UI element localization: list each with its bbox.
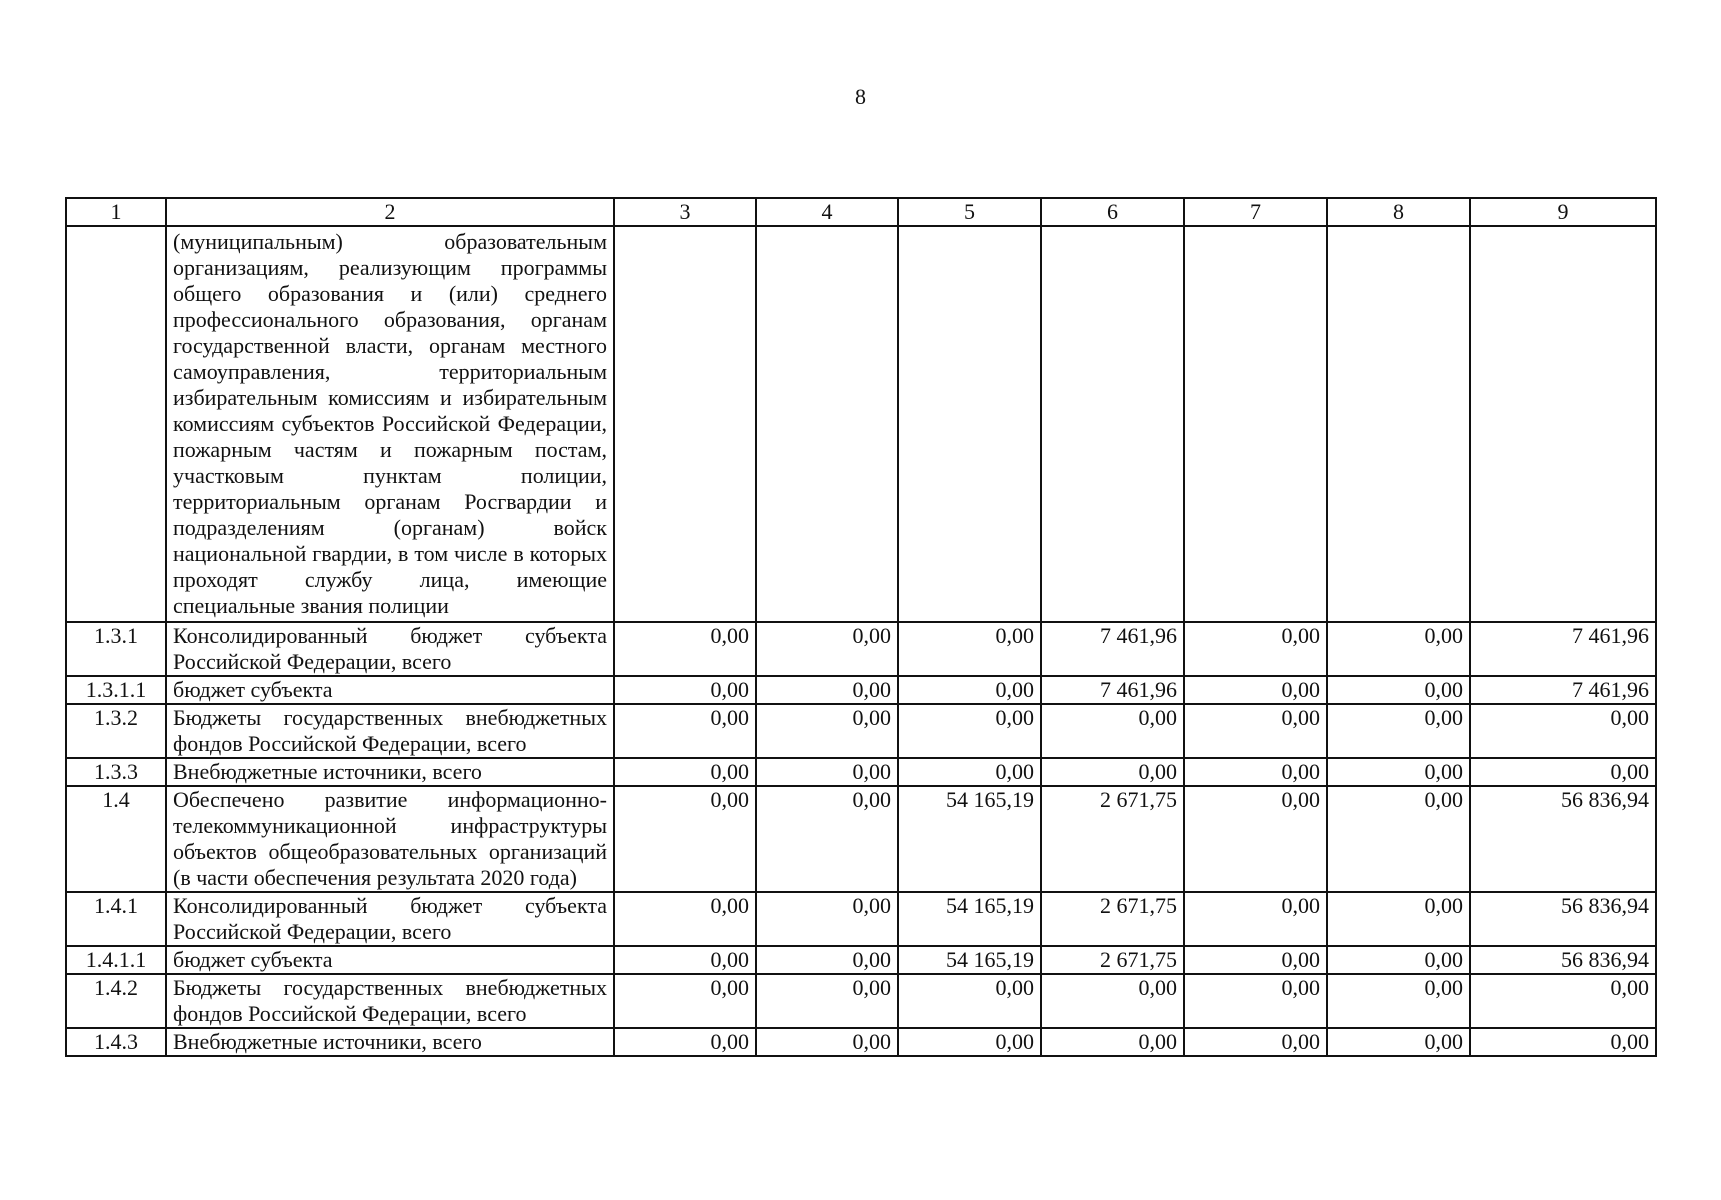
- value-cell-col-9: 56 836,94: [1470, 786, 1656, 892]
- value-cell-col-4: 0,00: [756, 704, 898, 758]
- value-cell-col-9: 7 461,96: [1470, 676, 1656, 704]
- value-cell-col-8: 0,00: [1327, 786, 1470, 892]
- value-cell-col-3: 0,00: [614, 1028, 756, 1056]
- value-cell-col-7: 0,00: [1184, 622, 1327, 676]
- row-number: 1.3.2: [66, 704, 166, 758]
- value-cell-col-3: 0,00: [614, 786, 756, 892]
- row-description: Внебюджетные источники, всего: [166, 1028, 614, 1056]
- value-cell-col-6: 0,00: [1041, 704, 1184, 758]
- value-cell-col-8: [1327, 226, 1470, 622]
- value-cell-col-6: 7 461,96: [1041, 676, 1184, 704]
- row-description: бюджет субъекта: [166, 946, 614, 974]
- value-cell-col-3: 0,00: [614, 974, 756, 1028]
- row-description: (муниципальным) образовательным организациям, реализующим программы общего образования и (или) среднего профессионального образования, органам государственной власти, органам местного самоуправления, территориальным избирательным комиссиям и избирательным комиссиям субъектов Российской Федерации, пожарным частям и пожарным постам, участковым пунктам полиции, территориальным органам Росгвардии и подразделениям (органам) войск национальной гвардии, в том числе в которых проходят службу лица, имеющие специальные звания полиции: [166, 226, 614, 622]
- table-row: [66, 892, 1656, 946]
- table-row: [66, 622, 1656, 676]
- value-cell-col-6: 0,00: [1041, 758, 1184, 786]
- table-body: [66, 226, 1656, 1056]
- row-number: 1.3.1: [66, 622, 166, 676]
- column-header-5: 5: [898, 198, 1041, 226]
- value-cell-col-6: 7 461,96: [1041, 622, 1184, 676]
- value-cell-col-4: 0,00: [756, 758, 898, 786]
- row-number: 1.4: [66, 786, 166, 892]
- value-cell-col-5: 54 165,19: [898, 946, 1041, 974]
- value-cell-col-5: 54 165,19: [898, 892, 1041, 946]
- row-description: Внебюджетные источники, всего: [166, 758, 614, 786]
- table-row: [66, 758, 1656, 786]
- value-cell-col-5: [898, 226, 1041, 622]
- value-cell-col-5: 0,00: [898, 622, 1041, 676]
- value-cell-col-3: 0,00: [614, 758, 756, 786]
- column-header-7: 7: [1184, 198, 1327, 226]
- value-cell-col-9: 0,00: [1470, 704, 1656, 758]
- row-description: Консолидированный бюджет субъекта Российской Федерации, всего: [166, 622, 614, 676]
- value-cell-col-7: 0,00: [1184, 1028, 1327, 1056]
- value-cell-col-5: 0,00: [898, 1028, 1041, 1056]
- row-description: бюджет субъекта: [166, 676, 614, 704]
- column-header-9: 9: [1470, 198, 1656, 226]
- header-row: [66, 198, 1656, 226]
- value-cell-col-5: 0,00: [898, 676, 1041, 704]
- row-description: Обеспечено развитие информационно-телекоммуникационной инфраструктуры объектов общеобразовательных организаций (в части обеспечения результата 2020 года): [166, 786, 614, 892]
- row-number: 1.4.3: [66, 1028, 166, 1056]
- row-number: 1.3.1.1: [66, 676, 166, 704]
- value-cell-col-7: 0,00: [1184, 974, 1327, 1028]
- value-cell-col-5: 0,00: [898, 974, 1041, 1028]
- value-cell-col-3: 0,00: [614, 946, 756, 974]
- value-cell-col-9: 7 461,96: [1470, 622, 1656, 676]
- value-cell-col-7: 0,00: [1184, 892, 1327, 946]
- column-header-8: 8: [1327, 198, 1470, 226]
- value-cell-col-5: 0,00: [898, 758, 1041, 786]
- value-cell-col-3: 0,00: [614, 892, 756, 946]
- value-cell-col-6: [1041, 226, 1184, 622]
- value-cell-col-4: 0,00: [756, 622, 898, 676]
- value-cell-col-4: 0,00: [756, 946, 898, 974]
- row-number: 1.4.1.1: [66, 946, 166, 974]
- value-cell-col-3: 0,00: [614, 704, 756, 758]
- value-cell-col-7: 0,00: [1184, 676, 1327, 704]
- row-number: 1.4.1: [66, 892, 166, 946]
- value-cell-col-5: 54 165,19: [898, 786, 1041, 892]
- column-header-1: 1: [66, 198, 166, 226]
- value-cell-col-4: [756, 226, 898, 622]
- table-row: [66, 676, 1656, 704]
- table-row: [66, 786, 1656, 892]
- column-header-6: 6: [1041, 198, 1184, 226]
- value-cell-col-8: 0,00: [1327, 892, 1470, 946]
- table-header: [66, 198, 1656, 226]
- value-cell-col-3: 0,00: [614, 622, 756, 676]
- row-description: Бюджеты государственных внебюджетных фондов Российской Федерации, всего: [166, 974, 614, 1028]
- table-row: [66, 226, 1656, 622]
- value-cell-col-7: 0,00: [1184, 758, 1327, 786]
- value-cell-col-8: 0,00: [1327, 704, 1470, 758]
- value-cell-col-3: [614, 226, 756, 622]
- value-cell-col-3: 0,00: [614, 676, 756, 704]
- value-cell-col-7: 0,00: [1184, 704, 1327, 758]
- table-row: [66, 1028, 1656, 1056]
- value-cell-col-4: 0,00: [756, 892, 898, 946]
- budget-table: [65, 197, 1657, 1057]
- value-cell-col-5: 0,00: [898, 704, 1041, 758]
- value-cell-col-4: 0,00: [756, 1028, 898, 1056]
- column-header-3: 3: [614, 198, 756, 226]
- row-number: 1.4.2: [66, 974, 166, 1028]
- value-cell-col-9: 56 836,94: [1470, 892, 1656, 946]
- value-cell-col-9: 0,00: [1470, 1028, 1656, 1056]
- value-cell-col-4: 0,00: [756, 974, 898, 1028]
- value-cell-col-6: 0,00: [1041, 1028, 1184, 1056]
- value-cell-col-7: 0,00: [1184, 946, 1327, 974]
- value-cell-col-9: [1470, 226, 1656, 622]
- value-cell-col-7: 0,00: [1184, 786, 1327, 892]
- value-cell-col-8: 0,00: [1327, 946, 1470, 974]
- value-cell-col-7: [1184, 226, 1327, 622]
- table-row: [66, 974, 1656, 1028]
- value-cell-col-6: 0,00: [1041, 974, 1184, 1028]
- value-cell-col-4: 0,00: [756, 786, 898, 892]
- value-cell-col-9: 56 836,94: [1470, 946, 1656, 974]
- table-row: [66, 704, 1656, 758]
- value-cell-col-9: 0,00: [1470, 758, 1656, 786]
- page-number: 8: [855, 84, 866, 109]
- column-header-2: 2: [166, 198, 614, 226]
- row-number: [66, 226, 166, 622]
- value-cell-col-8: 0,00: [1327, 758, 1470, 786]
- row-description: Консолидированный бюджет субъекта Российской Федерации, всего: [166, 892, 614, 946]
- value-cell-col-6: 2 671,75: [1041, 786, 1184, 892]
- table-row: [66, 946, 1656, 974]
- row-number: 1.3.3: [66, 758, 166, 786]
- value-cell-col-6: 2 671,75: [1041, 946, 1184, 974]
- value-cell-col-9: 0,00: [1470, 974, 1656, 1028]
- column-header-4: 4: [756, 198, 898, 226]
- value-cell-col-8: 0,00: [1327, 1028, 1470, 1056]
- value-cell-col-8: 0,00: [1327, 974, 1470, 1028]
- value-cell-col-4: 0,00: [756, 676, 898, 704]
- value-cell-col-6: 2 671,75: [1041, 892, 1184, 946]
- value-cell-col-8: 0,00: [1327, 622, 1470, 676]
- value-cell-col-8: 0,00: [1327, 676, 1470, 704]
- row-description: Бюджеты государственных внебюджетных фондов Российской Федерации, всего: [166, 704, 614, 758]
